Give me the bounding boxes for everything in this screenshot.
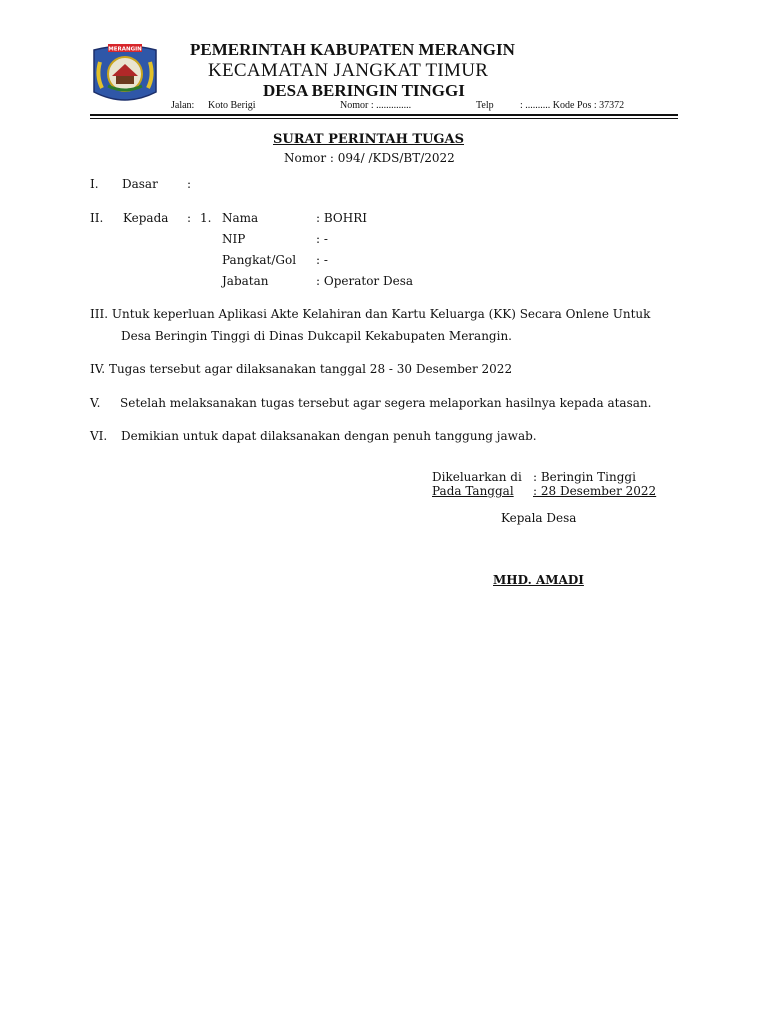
address-telp-label: Telp	[476, 100, 494, 111]
section-iv-text: IV. Tugas tersebut agar dilaksanakan tanggal 28 - 30 Desember 2022	[90, 362, 513, 376]
section-iii-line-2: Desa Beringin Tinggi di Dinas Dukcapil Kekabupaten Merangin.	[121, 329, 512, 343]
section-ii-colon: :	[187, 211, 192, 225]
field-label-nama: Nama	[222, 211, 259, 225]
signatory-position: Kepala Desa	[501, 511, 577, 525]
letterhead-line-2: KECAMATAN JANGKAT TIMUR	[208, 60, 489, 81]
section-ii-label: Kepada	[123, 211, 169, 225]
section-ii-item-number: 1.	[200, 211, 212, 225]
section-i-label: Dasar	[122, 177, 158, 191]
letterhead-divider-thick	[90, 114, 678, 116]
signatory-name: MHD. AMADI	[493, 573, 584, 587]
field-value-nip: : -	[316, 232, 328, 246]
field-label-jabatan: Jabatan	[222, 274, 269, 288]
section-v-text: Setelah melaksanakan tugas tersebut agar segera melaporkan hasilnya kepada atasan.	[120, 396, 652, 410]
letterhead-line-1: PEMERINTAH KABUPATEN MERANGIN	[190, 40, 515, 59]
field-label-pangkat: Pangkat/Gol	[222, 253, 297, 267]
section-i-colon: :	[187, 177, 192, 191]
issued-place-label: Dikeluarkan di	[432, 470, 522, 484]
section-vi-number: VI.	[90, 429, 108, 443]
address-nomor: Nomor : ..............	[340, 100, 412, 111]
field-value-pangkat: : -	[316, 253, 328, 267]
section-ii-number: II.	[90, 211, 104, 225]
section-i-number: I.	[90, 177, 99, 191]
section-v-number: V.	[90, 396, 101, 410]
letterhead-divider-thin	[90, 118, 678, 119]
svg-text:MERANGIN: MERANGIN	[108, 46, 142, 53]
address-jalan-label: Jalan:	[171, 100, 195, 111]
issued-date-label: Pada Tanggal	[432, 484, 514, 498]
section-vi-text: Demikian untuk dapat dilaksanakan dengan penuh tanggung jawab.	[121, 429, 537, 443]
section-iii-line-1: III. Untuk keperluan Aplikasi Akte Kelahiran dan Kartu Keluarga (KK) Secara Onlene Untuk	[90, 307, 651, 321]
issued-date-value: : 28 Desember 2022	[533, 484, 657, 498]
letter-number: Nomor : 094/ /KDS/BT/2022	[284, 151, 455, 165]
address-telp-kodepos: : .......... Kode Pos : 37372	[520, 100, 625, 111]
address-jalan-value: Koto Berigi	[208, 100, 256, 111]
letterhead-line-3: DESA BERINGIN TINGGI	[263, 81, 465, 100]
issued-place-value: : Beringin Tinggi	[533, 470, 636, 484]
regency-emblem-logo	[90, 42, 160, 106]
letter-title: SURAT PERINTAH TUGAS	[273, 132, 465, 147]
field-value-nama: : BOHRI	[316, 211, 367, 225]
field-value-jabatan: : Operator Desa	[316, 274, 414, 288]
field-label-nip: NIP	[222, 232, 246, 246]
